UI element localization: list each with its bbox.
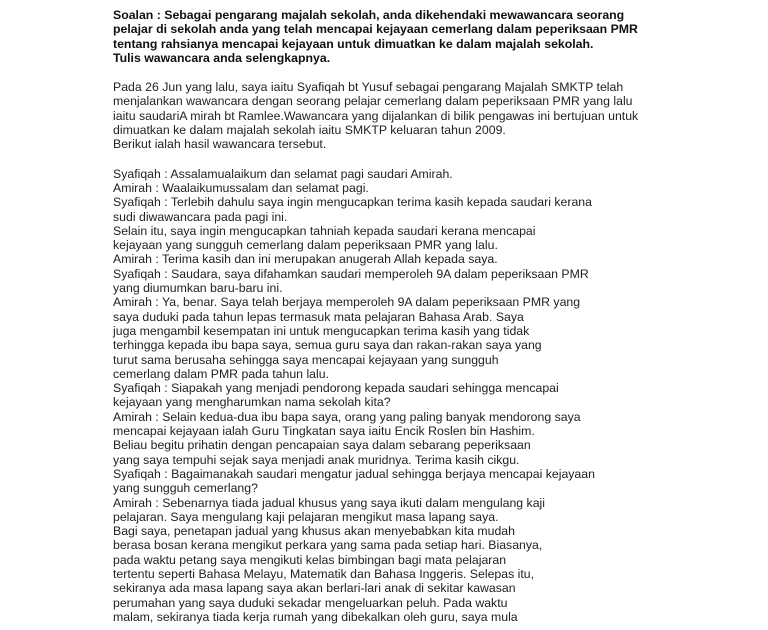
- dialogue-line: perumahan yang saya duduki sekadar mengeluarkan peluh. Pada waktu: [113, 595, 508, 610]
- dialogue-line: pelajaran. Saya mengulang kaji pelajaran mengikut masa lapang saya.: [113, 509, 499, 524]
- dialogue-line: Syafiqah : Terlebih dahulu saya ingin mengucapkan terima kasih kepada saudari kerana: [113, 195, 592, 210]
- question-line: Tulis wawancara anda selengkapnya.: [113, 50, 331, 65]
- dialogue-line: tertentu seperti Bahasa Melayu, Matematik dan Bahasa Inggeris. Selepas itu,: [113, 566, 535, 581]
- intro-line: Berikut ialah hasil wawancara tersebut.: [113, 137, 327, 152]
- intro-line: iaitu saudariA mirah bt Ramlee.Wawancara yang dijalankan di bilik pengawas ini bertujuan untuk: [113, 108, 639, 123]
- dialogue-line: Amirah : Selain kedua-dua ibu bapa saya, orang yang paling banyak mendorong saya: [113, 409, 581, 424]
- dialogue-line: Amirah : Terima kasih dan ini merupakan anugerah Allah kepada saya.: [113, 252, 498, 267]
- dialogue-line: berasa bosan kerana mengikut perkara yang sama pada setiap hari. Biasanya,: [113, 538, 543, 553]
- dialogue-line: kejayaan yang mengharumkan nama sekolah kita?: [113, 395, 391, 410]
- dialogue-line: pada waktu petang saya mengikuti kelas bimbingan bagi mata pelajaran: [113, 552, 507, 567]
- dialogue-line: Selain itu, saya ingin mengucapkan tahniah kepada saudari kerana mencapai: [113, 223, 536, 238]
- dialogue-line: Amirah : Ya, benar. Saya telah berjaya memperoleh 9A dalam peperiksaan PMR yang: [113, 295, 581, 310]
- intro-line: menjalankan wawancara dengan seorang pelajar cemerlang dalam peperiksaan PMR yang lalu: [113, 94, 633, 109]
- dialogue-line: sudi diwawancara pada pagi ini.: [113, 209, 288, 224]
- dialogue-line: yang diumumkan baru-baru ini.: [113, 281, 283, 296]
- paragraph-gap: [113, 65, 753, 80]
- dialogue-line: kejayaan yang sungguh cemerlang dalam peperiksaan PMR yang lalu.: [113, 238, 498, 253]
- dialogue-line: saya duduki pada tahun lepas termasuk mata pelajaran Bahasa Arab. Saya: [113, 309, 524, 324]
- question-block: [113, 8, 753, 65]
- document-page: [113, 8, 753, 624]
- dialogue-line: Syafiqah : Assalamualaikum dan selamat pagi saudari Amirah.: [113, 166, 453, 181]
- intro-paragraph: [113, 80, 753, 151]
- question-line: Soalan : Sebagai pengarang majalah sekolah, anda dikehendaki mewawancara seorang: [113, 8, 625, 22]
- dialogue-line: Amirah : Waalaikumussalam dan selamat pagi.: [113, 180, 369, 195]
- question-line: tentang rahsianya mencapai kejayaan untuk dimuatkan ke dalam majalah sekolah.: [113, 36, 594, 51]
- interview-dialogue: [113, 167, 753, 625]
- dialogue-line: Beliau begitu prihatin dengan pencapaian saya dalam sebarang peperiksaan: [113, 438, 531, 453]
- dialogue-line: cemerlang dalam PMR pada tahun lalu.: [113, 366, 330, 381]
- dialogue-line: yang saya tempuhi sejak saya menjadi anak muridnya. Terima kasih cikgu.: [113, 452, 520, 467]
- dialogue-line: Syafiqah : Siapakah yang menjadi pendorong kepada saudari sehingga mencapai: [113, 381, 559, 396]
- dialogue-line: sekiranya ada masa lapang saya akan berlari-lari anak di sekitar kawasan: [113, 581, 516, 596]
- paragraph-gap: [113, 152, 753, 167]
- intro-line: Pada 26 Jun yang lalu, saya iaitu Syafiqah bt Yusuf sebagai pengarang Majalah SMKTP telah: [113, 80, 624, 95]
- question-line: pelajar di sekolah anda yang telah mencapai kejayaan cemerlang dalam peperiksaan PMR: [113, 22, 638, 37]
- dialogue-line: Syafiqah : Saudara, saya difahamkan saudari memperoleh 9A dalam peperiksaan PMR: [113, 266, 589, 281]
- dialogue-line: juga mengambil kesempatan ini untuk mengucapkan terima kasih yang tidak: [113, 323, 530, 338]
- dialogue-line: Bagi saya, penetapan jadual yang khusus akan menyebabkan kita mudah: [113, 524, 515, 539]
- dialogue-line: mencapai kejayaan ialah Guru Tingkatan saya iaitu Encik Roslen bin Hashim.: [113, 424, 535, 439]
- dialogue-line: turut sama berusaha sehingga saya mencapai kejayaan yang sungguh: [113, 352, 499, 367]
- dialogue-line: terhingga kepada ibu bapa saya, semua guru saya dan rakan-rakan saya yang: [113, 338, 542, 353]
- intro-line: dimuatkan ke dalam majalah sekolah iaitu SMKTP keluaran tahun 2009.: [113, 123, 506, 138]
- dialogue-line: malam, sekiranya tiada kerja rumah yang dibekalkan oleh guru, saya mula: [113, 609, 518, 624]
- dialogue-line: Amirah : Sebenarnya tiada jadual khusus yang saya ikuti dalam mengulang kaji: [113, 495, 546, 510]
- dialogue-line: Syafiqah : Bagaimanakah saudari mengatur jadual sehingga berjaya mencapai kejayaan: [113, 466, 595, 481]
- dialogue-line: yang sungguh cemerlang?: [113, 481, 258, 496]
